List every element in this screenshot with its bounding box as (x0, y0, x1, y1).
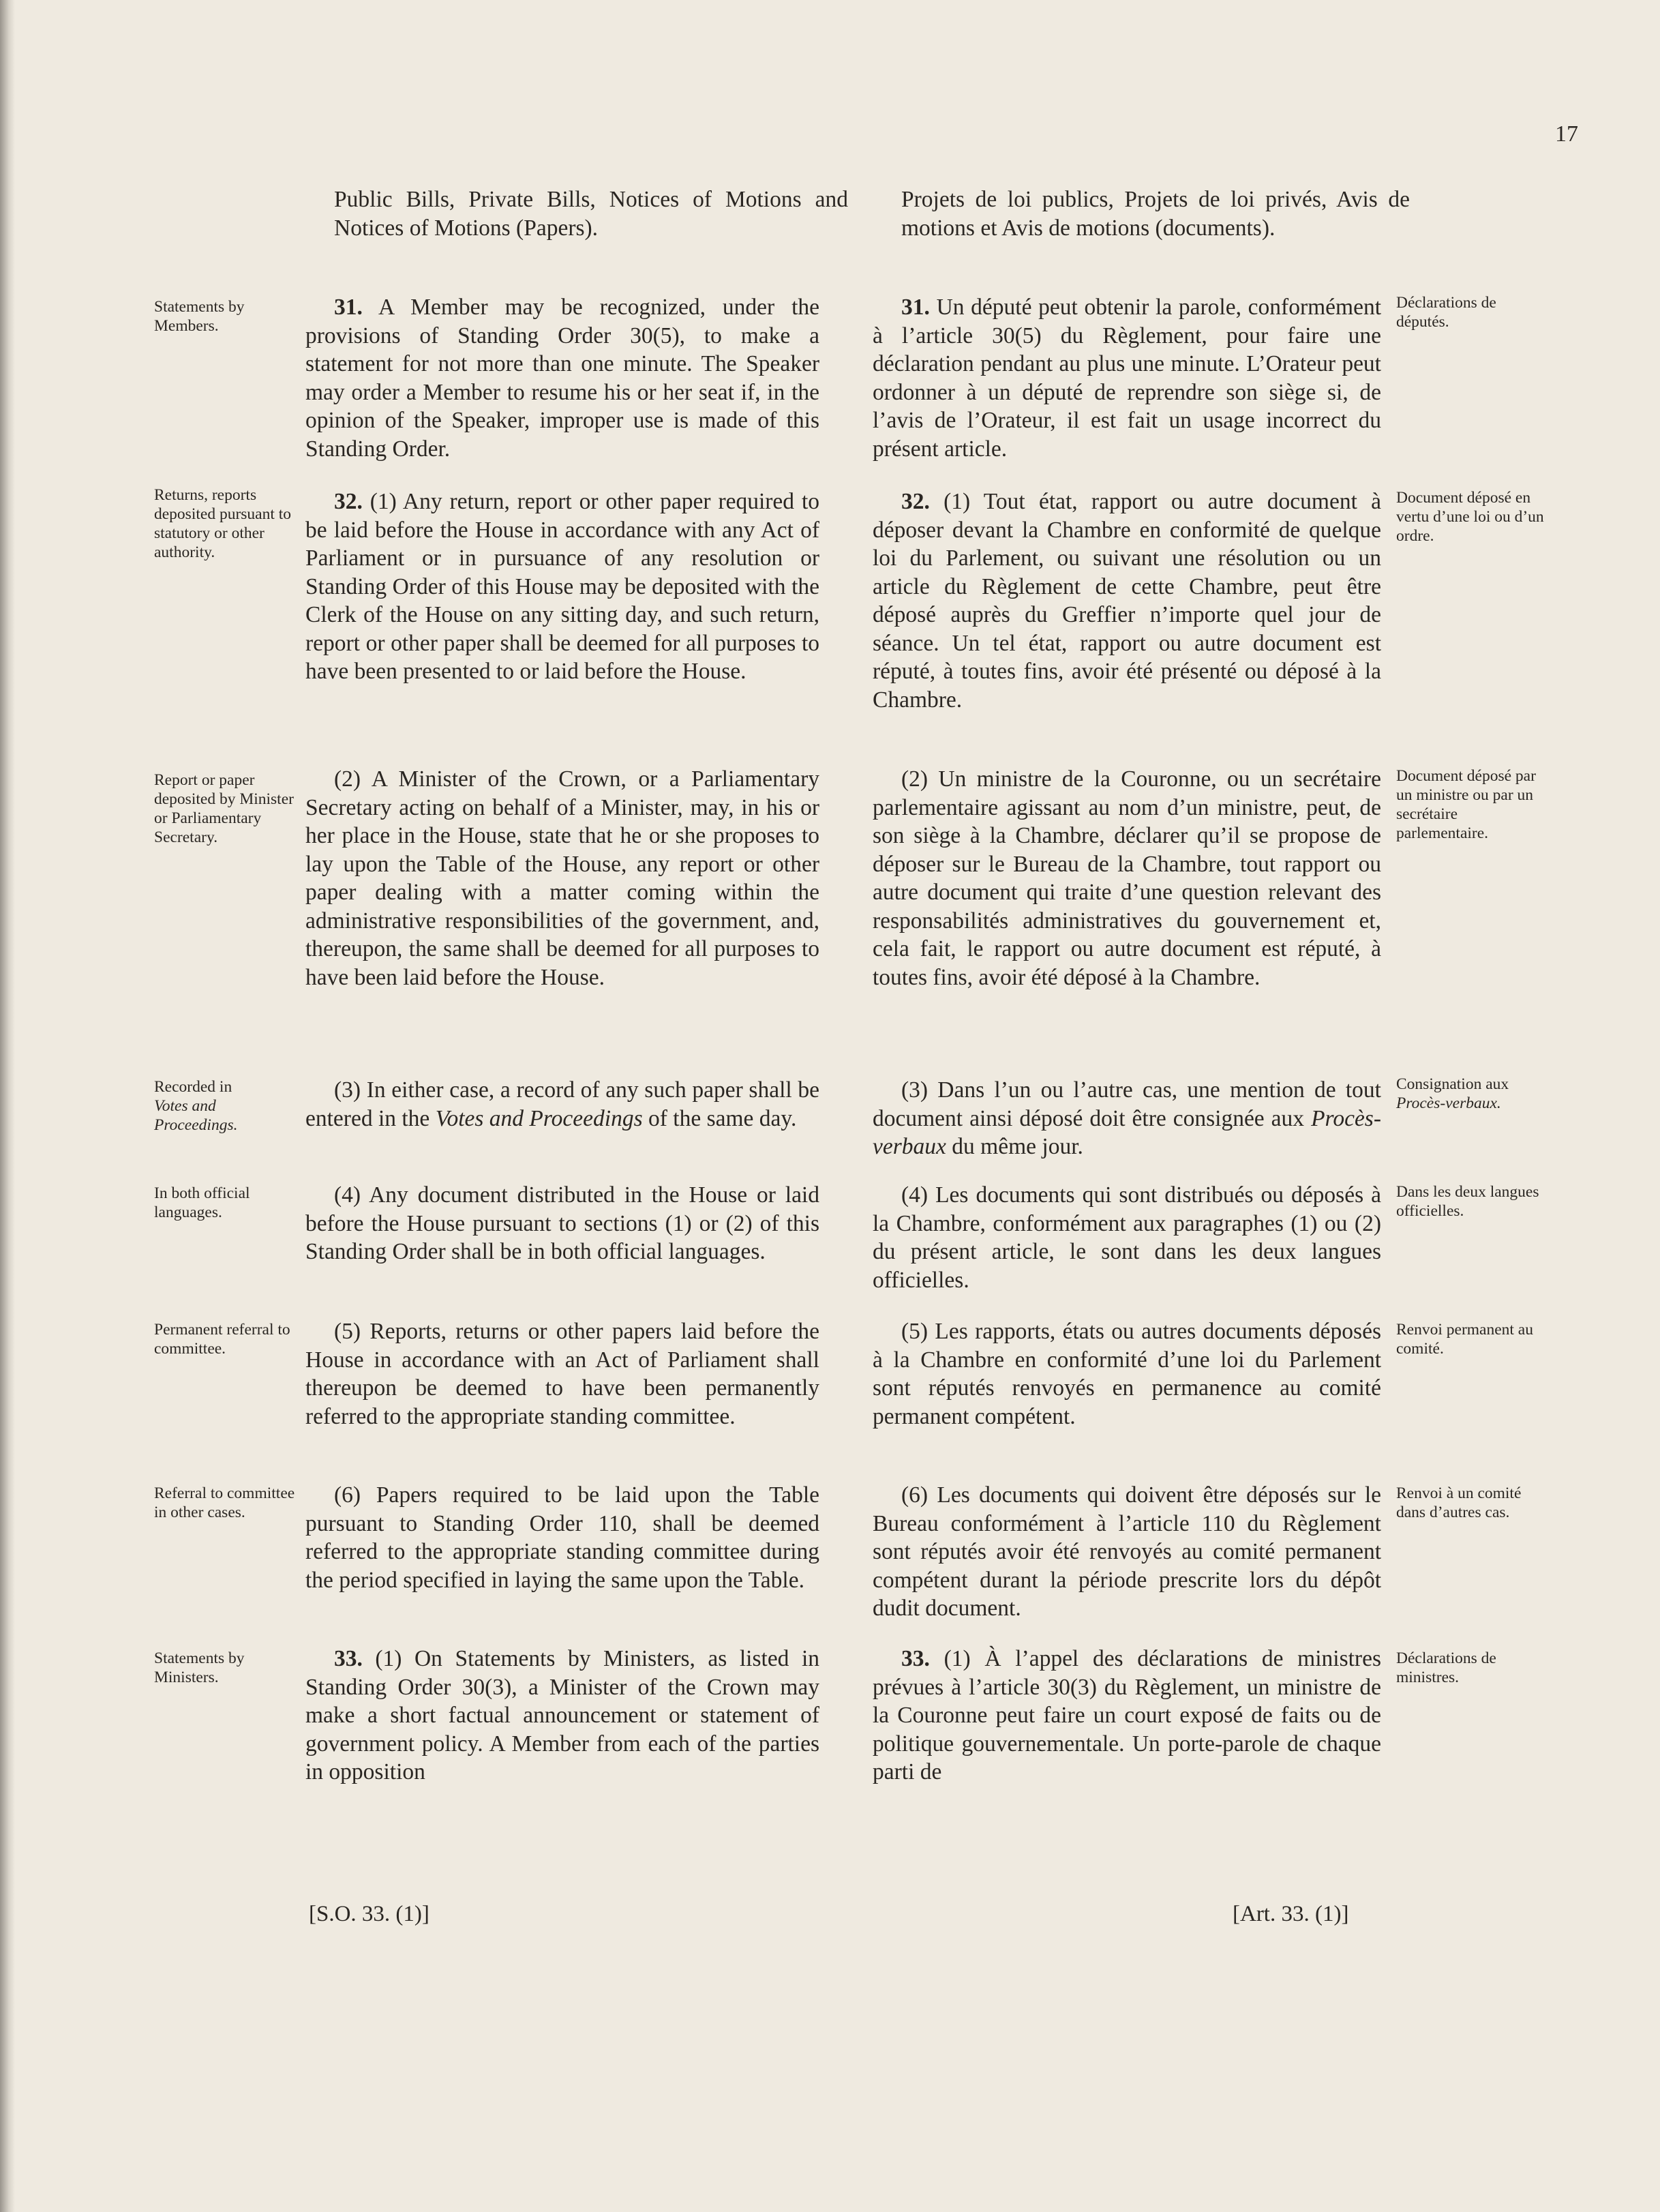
margin-note-deux-langues: Dans les deux langues officielles. (1396, 1183, 1539, 1220)
en-section-32-2: (2) A Minister of the Crown, or a Parliamentary Secretary acting on behalf of a Minister, may, in his or her place in the House, state that he or she proposes to lay upon the Table of the House, any report or other paper dealing with a matter coming within the administrative responsibilities of the government, and, thereupon, the same shall be deemed for all purposes to have been laid before the House. (305, 766, 819, 990)
fr-intro-continuation: Projets de loi publics, Projets de loi privés, Avis de motions et Avis de motions (documents). (901, 187, 1410, 241)
fr-section-32-number: 32. (901, 489, 930, 514)
fr-footer-reference: [Art. 33. (1)] (1233, 1902, 1349, 1926)
en-section-32-5: (5) Reports, returns or other papers laid before the House in accordance with an Act of Parliament shall thereupon be deemed to have been permanently referred to the appropriate standing committee. (305, 1319, 819, 1429)
fr-section-32-4: (4) Les documents qui sont distribués ou déposés à la Chambre, conformément aux paragraphes (1) ou (2) du présent article, le sont dans les deux langues officielles. (873, 1182, 1381, 1293)
fr-section-32-3: (3) Dans l’un ou l’autre cas, une mention de tout document ainsi déposé doit être consignée aux Procès-verbaux du même jour. (873, 1077, 1381, 1159)
margin-note-returns: Returns, reports deposited pursuant to statutory or other authority. (154, 486, 292, 561)
margin-note-report-by-minister: Report or paper deposited by Minister or Parliamentary Secretary. (154, 771, 294, 846)
fr-section-33-text: (1) À l’appel des déclarations de ministres prévues à l’article 30(3) du Règlement, un ministre de la Couronne peut faire un court exposé de faits ou de politique gouvernementale. Un porte-parole de chaque parti de (873, 1646, 1381, 1784)
fr-section-32-5: (5) Les rapports, états ou autres documents déposés à la Chambre en conformité d’une loi du Parlement sont réputés renvoyés en permanence au comité permanent compétent. (873, 1319, 1381, 1429)
en-section-32-6: (6) Papers required to be laid upon the Table pursuant to Standing Order 110, shall be deemed referred to the appropriate standing committee during the period specified in laying the same upon the Table. (305, 1482, 819, 1593)
fr-section-33-number: 33. (901, 1646, 930, 1671)
margin-note-statements-by-ministers: Statements by Ministers. (154, 1649, 245, 1686)
margin-note-document-loi: Document déposé en vertu d’une loi ou d’un ordre. (1396, 489, 1544, 545)
margin-note-permanent-referral: Permanent referral to committee. (154, 1321, 290, 1358)
binding-gutter-shadow (0, 0, 15, 2212)
fr-section-32-2: (2) Un ministre de la Couronne, ou un secrétaire parlementaire agissant au nom d’un ministre, peut, de son siège à la Chambre, déclarer qu’il se propose de déposer sur le Bureau de la Chambre, tout rapport ou autre document qui traite d’une question relevant des responsabilités administratives du gouvernement et, cela fait, le rapport ou autre document est réputé, à toutes fins, avoir été déposé à la Chambre. (873, 766, 1381, 990)
margin-note-declarations-deputes: Déclarations de députés. (1396, 294, 1496, 331)
en-votes-proceedings: Votes and Proceedings (435, 1105, 643, 1131)
margin-note-statements-by-members: Statements by Members. (154, 298, 245, 335)
en-section-33 (305, 1645, 819, 1787)
margin-note-renvoi-permanent: Renvoi permanent au comité. (1396, 1321, 1533, 1358)
en-section-31 (305, 293, 819, 463)
en-intro-continuation: Public Bills, Private Bills, Notices of Motions and Notices of Motions (Papers). (334, 187, 848, 241)
fr-proces-verbaux: Procès-verbaux (873, 1105, 1381, 1159)
en-section-32-3: (3) In either case, a record of any such paper shall be entered in the Votes and Proceedings of the same day. (305, 1077, 819, 1131)
margin-note-document-ministre: Document déposé par un ministre ou par un secrétaire parlementaire. (1396, 767, 1536, 842)
fr-section-32-1-text: (1) Tout état, rapport ou autre document à déposer devant la Chambre en conformité de quelque loi du Parlement, ou suivant une résolution ou un article du Règlement de cette Chambre, peut être déposé auprès du Greffier n’importe quel jour de séance. Un tel état, rapport ou autre document est réputé, à toutes fins, avoir été présenté ou déposé à la Chambre. (873, 489, 1381, 713)
fr-section-33 (873, 1645, 1381, 1787)
fr-section-31-number: 31. (901, 295, 930, 320)
en-footer-reference: [S.O. 33. (1)] (309, 1902, 429, 1926)
margin-note-referral-other: Referral to committee in other cases. (154, 1484, 295, 1521)
fr-section-31 (873, 293, 1381, 463)
fr-section-31-text: Un député peut obtenir la parole, conformément à l’article 30(5) du Règlement, pour faire une déclaration pendant au plus une minute. L’Orateur peut ordonner à un député de reprendre son siège si, de l’avis de l’Orateur, il est fait un usage incorrect du présent article. (873, 295, 1382, 462)
en-section-31-number: 31. (334, 295, 363, 320)
fr-section-32-6: (6) Les documents qui doivent être déposés sur le Bureau conformément à l’article 110 du Règlement sont réputés avoir été renvoyés au comité permanent compétent durant la période prescrite lors du dépôt dudit document. (873, 1482, 1381, 1621)
en-section-32-number: 32. (334, 489, 363, 514)
en-section-31-text: A Member may be recognized, under the provisions of Standing Order 30(5), to make a statement for not more than one minute. The Speaker may order a Member to resume his or her seat if, in the opinion of the Speaker, improper use is made of this Standing Order. (305, 295, 819, 462)
fr-section-32-1 (873, 488, 1381, 714)
margin-note-declarations-ministres: Déclarations de ministres. (1396, 1649, 1496, 1686)
en-section-32-4: (4) Any document distributed in the House or laid before the House pursuant to sections (1) or (2) of this Standing Order shall be in both official languages. (305, 1182, 819, 1264)
margin-note-official-languages: In both official languages. (154, 1184, 250, 1221)
en-section-32-1 (305, 488, 819, 686)
margin-note-consignation: Consignation aux Procès-verbaux. (1396, 1075, 1509, 1112)
page-number: 17 (1555, 121, 1578, 147)
en-section-33-text: (1) On Statements by Ministers, as listed in Standing Order 30(3), a Minister of the Crown may make a short factual announcement or statement of government policy. A Member from each of the parties in opposition (305, 1646, 820, 1784)
margin-note-renvoi-autres: Renvoi à un comité dans d’autres cas. (1396, 1484, 1522, 1521)
en-section-33-number: 33. (334, 1646, 363, 1671)
en-section-32-1-text: (1) Any return, report or other paper required to be laid before the House in accordance with any Act of Parliament or in pursuance of any resolution or Standing Order of this House may be deposited with the Clerk of the House on any sitting day, and such return, report or other paper shall be deemed for all purposes to have been presented to or laid before the House. (305, 489, 819, 684)
margin-note-recorded: Recorded in Votes and Proceedings. (154, 1078, 238, 1134)
